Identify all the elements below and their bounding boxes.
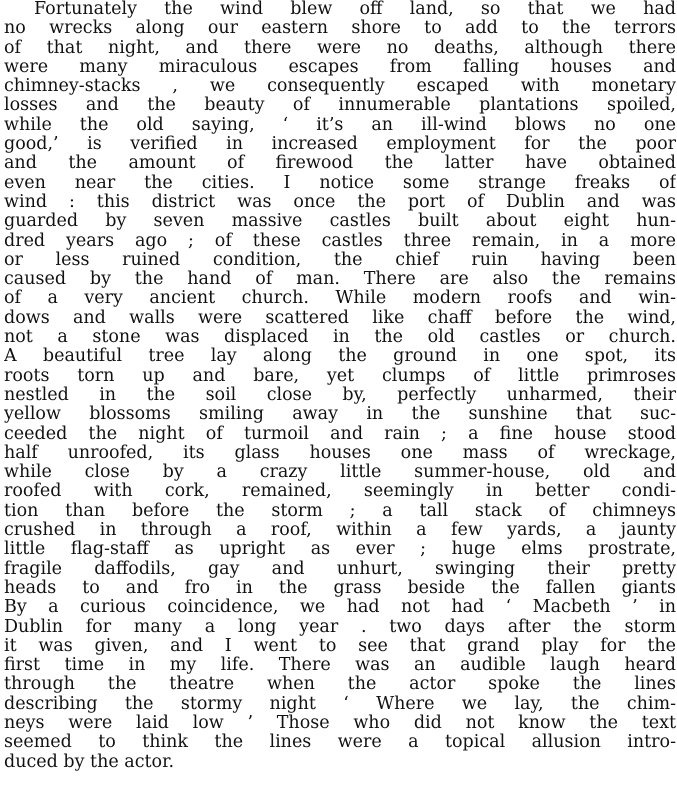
text-line: of a very ancient church. While modern roofs and win- bbox=[4, 289, 676, 309]
text-line: roots torn up and bare, yet clumps of little primroses bbox=[4, 366, 676, 386]
text-line: caused by the hand of man. There are also the remains bbox=[4, 270, 676, 290]
text-line: chimney-stacks , we consequently escaped with monetary bbox=[4, 77, 676, 97]
text-line: or less ruined condition, the chief ruin having been bbox=[4, 250, 676, 270]
text-line: while the old saying, ‘ it’s an ill-wind blows no one bbox=[4, 115, 676, 135]
text-line: not a stone was displaced in the old castles or church. bbox=[4, 328, 676, 348]
text-line: it was given, and I went to see that grand play for the bbox=[4, 636, 676, 656]
article-text bbox=[4, 0, 676, 772]
text-line: losses and the beauty of innumerable plantations spoiled, bbox=[4, 96, 676, 116]
text-line: Dublin for many a long year . two days after the storm bbox=[4, 617, 676, 637]
text-line: By a curious coincidence, we had not had ‘ Macbeth ’ in bbox=[4, 598, 676, 618]
text-line: roofed with cork, remained, seemingly in better condi- bbox=[4, 482, 676, 502]
text-line: no wrecks along our eastern shore to add to the terrors bbox=[4, 19, 676, 39]
text-line: first time in my life. There was an audible laugh heard bbox=[4, 656, 676, 676]
text-line: describing the stormy night ‘ Where we lay, the chim- bbox=[4, 694, 676, 714]
text-line: through the theatre when the actor spoke the lines bbox=[4, 675, 676, 695]
text-line: A beautiful tree lay along the ground in one spot, its bbox=[4, 347, 676, 367]
text-line: good,’ is verified in increased employment for the poor bbox=[4, 135, 676, 155]
text-line: heads to and fro in the grass beside the fallen giants bbox=[4, 578, 676, 598]
text-line: of that night, and there were no deaths, although there bbox=[4, 38, 676, 58]
text-line: even near the cities. I notice some strange freaks of bbox=[4, 173, 676, 193]
text-line: wind : this district was once the port of Dublin and was bbox=[4, 192, 676, 212]
text-line: half unroofed, its glass houses one mass of wreckage, bbox=[4, 443, 676, 463]
text-line: tion than before the storm ; a tall stack of chimneys bbox=[4, 501, 676, 521]
text-line: while close by a crazy little summer-house, old and bbox=[4, 463, 676, 483]
text-line: crushed in through a roof, within a few yards, a jaunty bbox=[4, 521, 676, 541]
text-line: duced by the actor. bbox=[4, 752, 175, 772]
text-line: little flag-staff as upright as ever ; huge elms prostrate, bbox=[4, 540, 676, 560]
text-line: guarded by seven massive castles built about eight hun- bbox=[4, 212, 676, 232]
text-line: Fortunately the wind blew off land, so that we had bbox=[34, 0, 676, 19]
text-line: nestled in the soil close by, perfectly unharmed, their bbox=[4, 385, 676, 405]
text-line: and the amount of firewood the latter have obtained bbox=[4, 154, 676, 174]
text-line: seemed to think the lines were a topical allusion intro- bbox=[4, 733, 676, 753]
text-line: fragile daffodils, gay and unhurt, swinging their pretty bbox=[4, 559, 676, 579]
text-line: ceeded the night of turmoil and rain ; a fine house stood bbox=[4, 424, 676, 444]
text-line: dred years ago ; of these castles three remain, in a more bbox=[4, 231, 676, 251]
text-line: yellow blossoms smiling away in the sunshine that suc- bbox=[4, 405, 676, 425]
text-line: neys were laid low ’ Those who did not know the text bbox=[4, 713, 676, 733]
text-line: were many miraculous escapes from falling houses and bbox=[4, 57, 676, 77]
text-line: dows and walls were scattered like chaff before the wind, bbox=[4, 308, 676, 328]
